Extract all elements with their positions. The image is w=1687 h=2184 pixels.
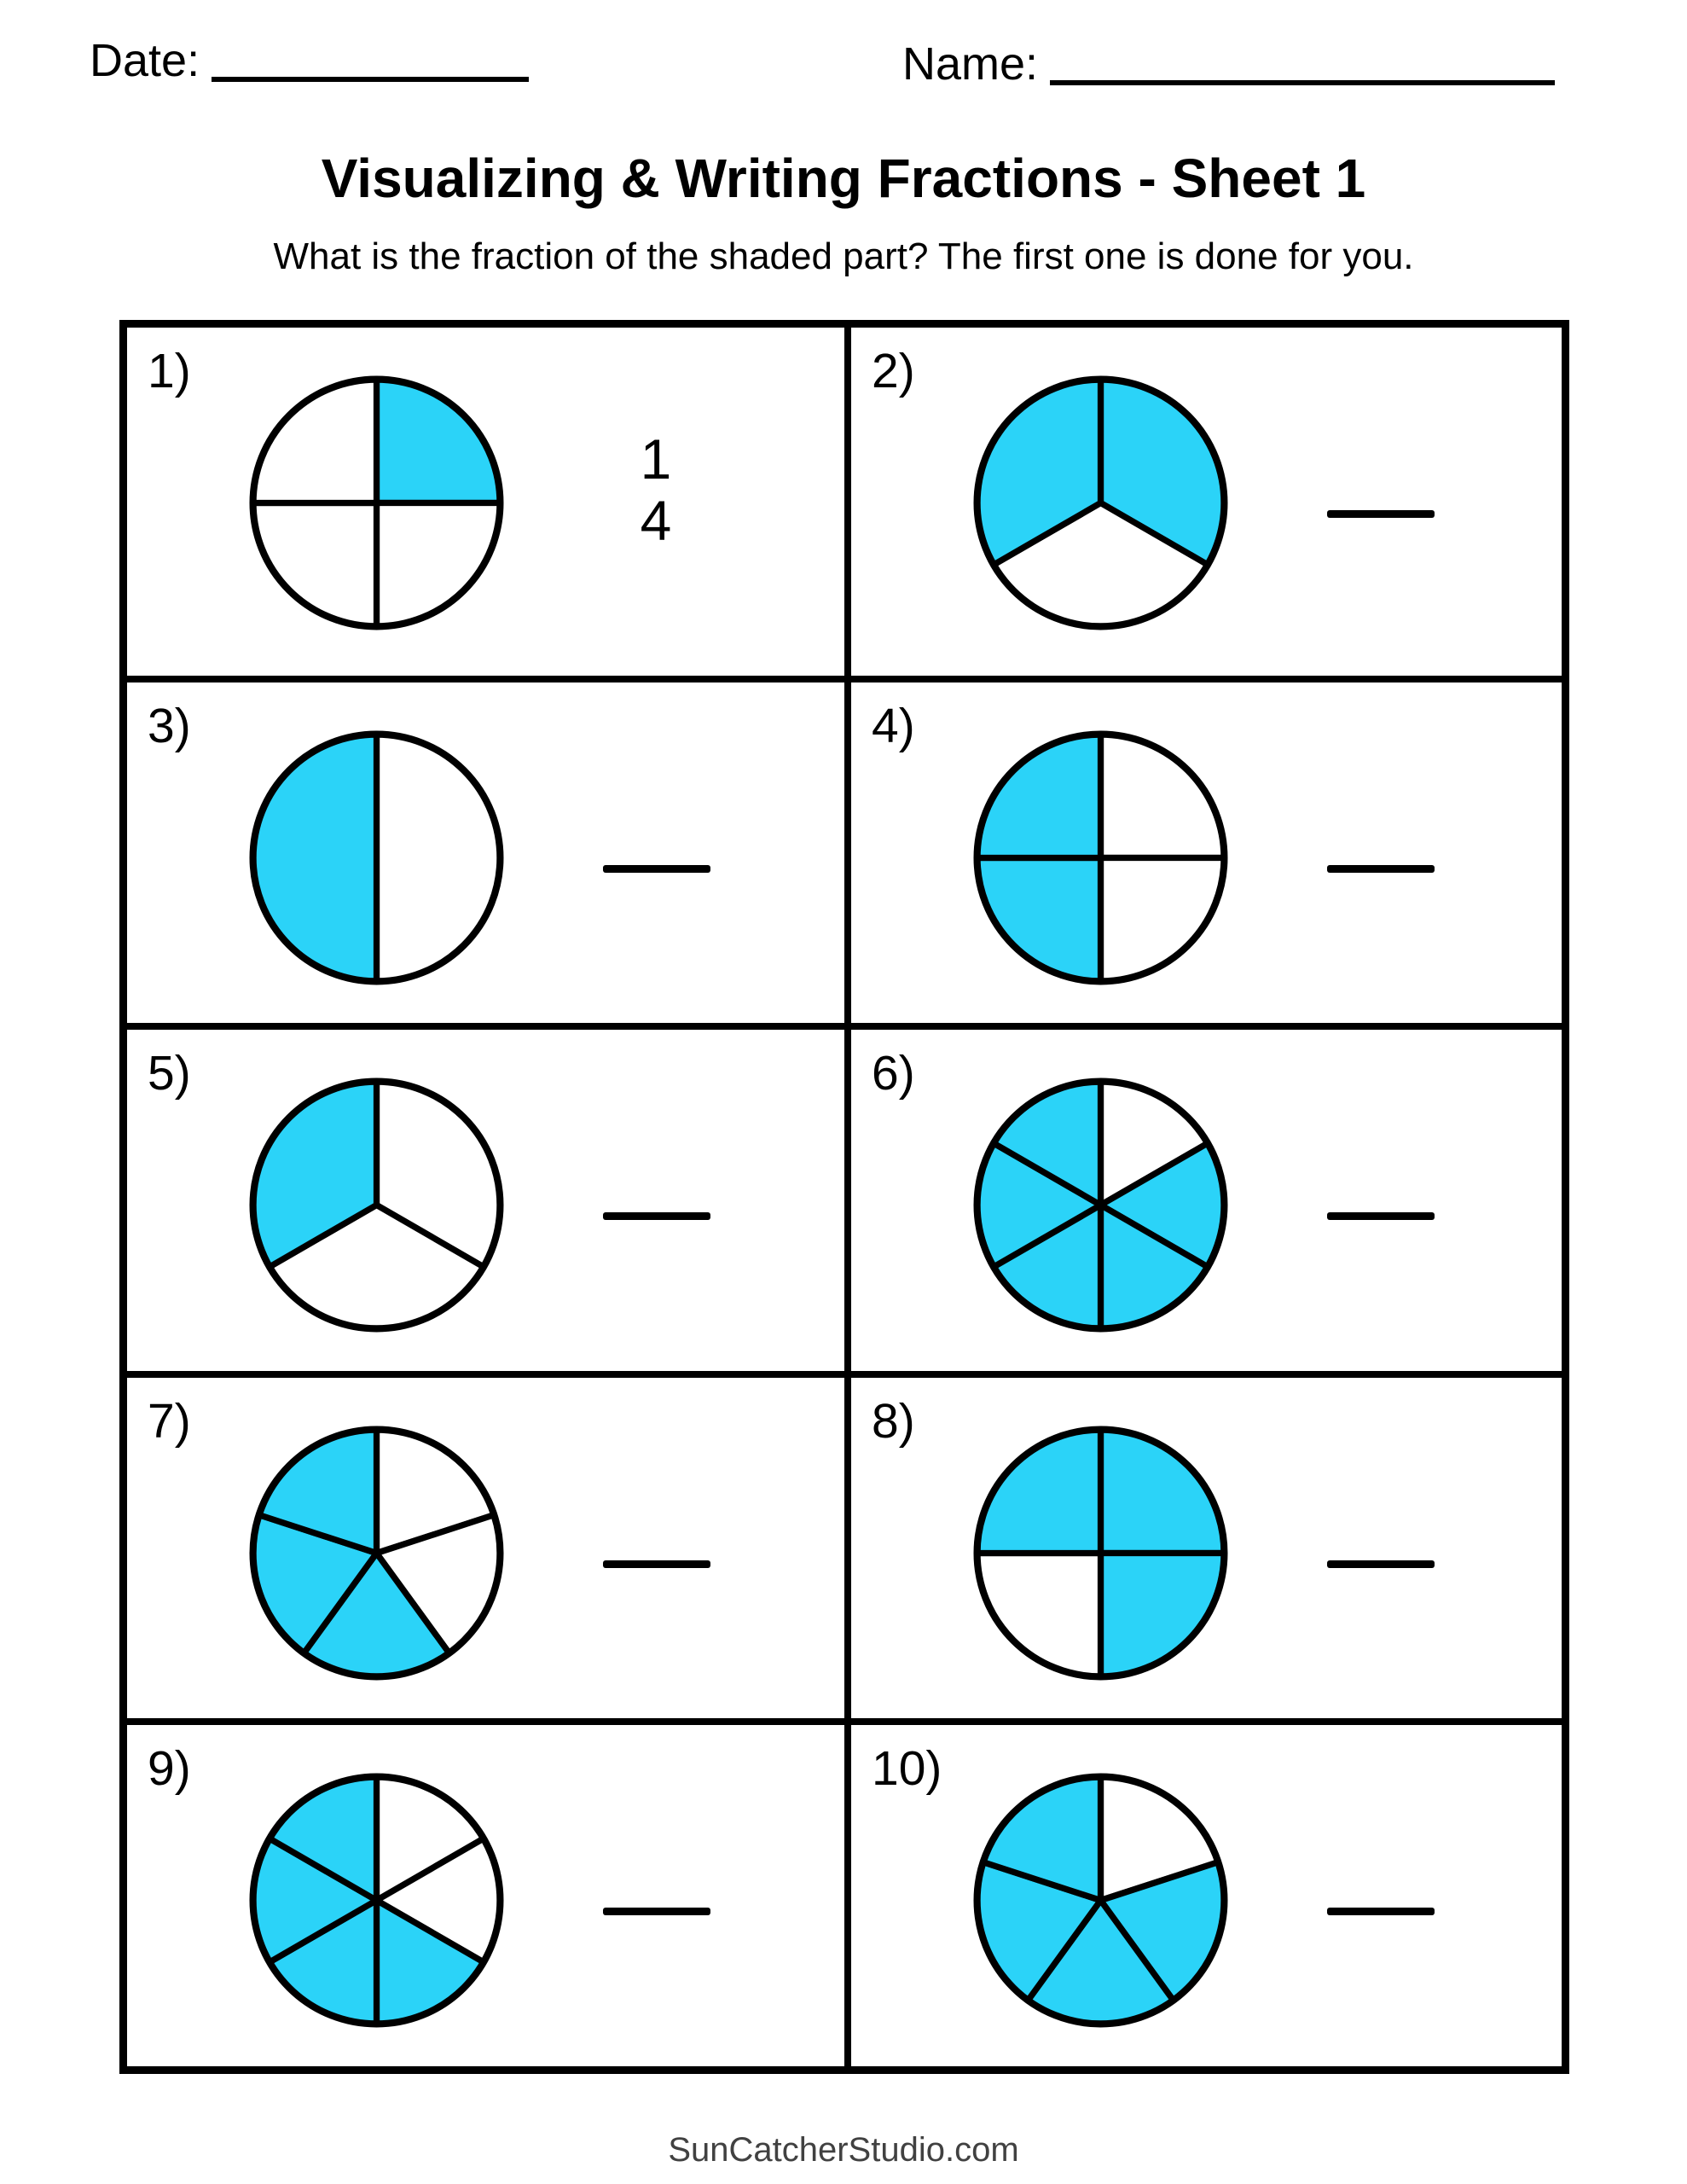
footer-credit: SunCatcherStudio.com: [668, 2131, 1019, 2169]
problem-number: 10): [872, 1741, 942, 1797]
fraction-pie-chart: [242, 723, 511, 992]
answer-blank[interactable]: [1327, 1560, 1435, 1568]
fraction-pie-chart: [966, 723, 1235, 992]
answer-blank[interactable]: [603, 1908, 710, 1915]
fraction-pie-chart: [242, 1419, 511, 1687]
answer-blank[interactable]: [1327, 865, 1435, 873]
name-label: Name:: [902, 38, 1039, 90]
problem-cell-5: [127, 1023, 844, 1371]
name-blank-line[interactable]: [1050, 80, 1555, 85]
fraction-pie-chart: [242, 1766, 511, 2035]
problem-cell-2: [844, 328, 1562, 676]
example-numerator: 1: [640, 427, 672, 491]
problem-cell-8: [844, 1371, 1562, 1719]
problem-number: 6): [872, 1046, 915, 1101]
answer-blank[interactable]: [1327, 510, 1435, 518]
fraction-pie-chart: [966, 1419, 1235, 1687]
problem-cell-7: [127, 1371, 844, 1719]
fraction-pie-chart: [966, 1071, 1235, 1339]
problem-cell-6: [844, 1023, 1562, 1371]
fraction-pie-chart: [242, 369, 511, 637]
problem-number: 3): [148, 698, 191, 753]
problem-number: 7): [148, 1393, 191, 1449]
fraction-pie-chart: [242, 1071, 511, 1339]
problem-number: 5): [148, 1046, 191, 1101]
problem-number: 4): [872, 698, 915, 753]
answer-blank[interactable]: [1327, 1908, 1435, 1915]
fraction-pie-chart: [966, 369, 1235, 637]
answer-blank[interactable]: [603, 1560, 710, 1568]
answer-blank[interactable]: [603, 1212, 710, 1220]
worksheet-instructions: What is the fraction of the shaded part? The first one is done for you.: [273, 235, 1414, 277]
worksheet-title: Visualizing & Writing Fractions - Sheet 1: [321, 148, 1366, 209]
example-fraction: [558, 428, 754, 551]
problems-grid: [119, 320, 1569, 2074]
problem-cell-4: [844, 676, 1562, 1024]
problem-number: 1): [148, 344, 191, 398]
problem-cell-3: [127, 676, 844, 1024]
date-blank-line[interactable]: [212, 77, 529, 82]
problem-number: 8): [872, 1393, 915, 1449]
name-field-group: [902, 38, 1555, 90]
date-label: Date:: [90, 35, 200, 86]
problem-number: 2): [872, 344, 915, 398]
problem-cell-10: [844, 1718, 1562, 2066]
problem-cell-1: [127, 328, 844, 676]
problem-number: 9): [148, 1741, 191, 1797]
fraction-pie-chart: [966, 1766, 1235, 2035]
example-denominator: 4: [640, 489, 672, 552]
problem-cell-9: [127, 1718, 844, 2066]
date-field-group: [90, 35, 529, 87]
answer-blank[interactable]: [603, 865, 710, 873]
answer-blank[interactable]: [1327, 1212, 1435, 1220]
